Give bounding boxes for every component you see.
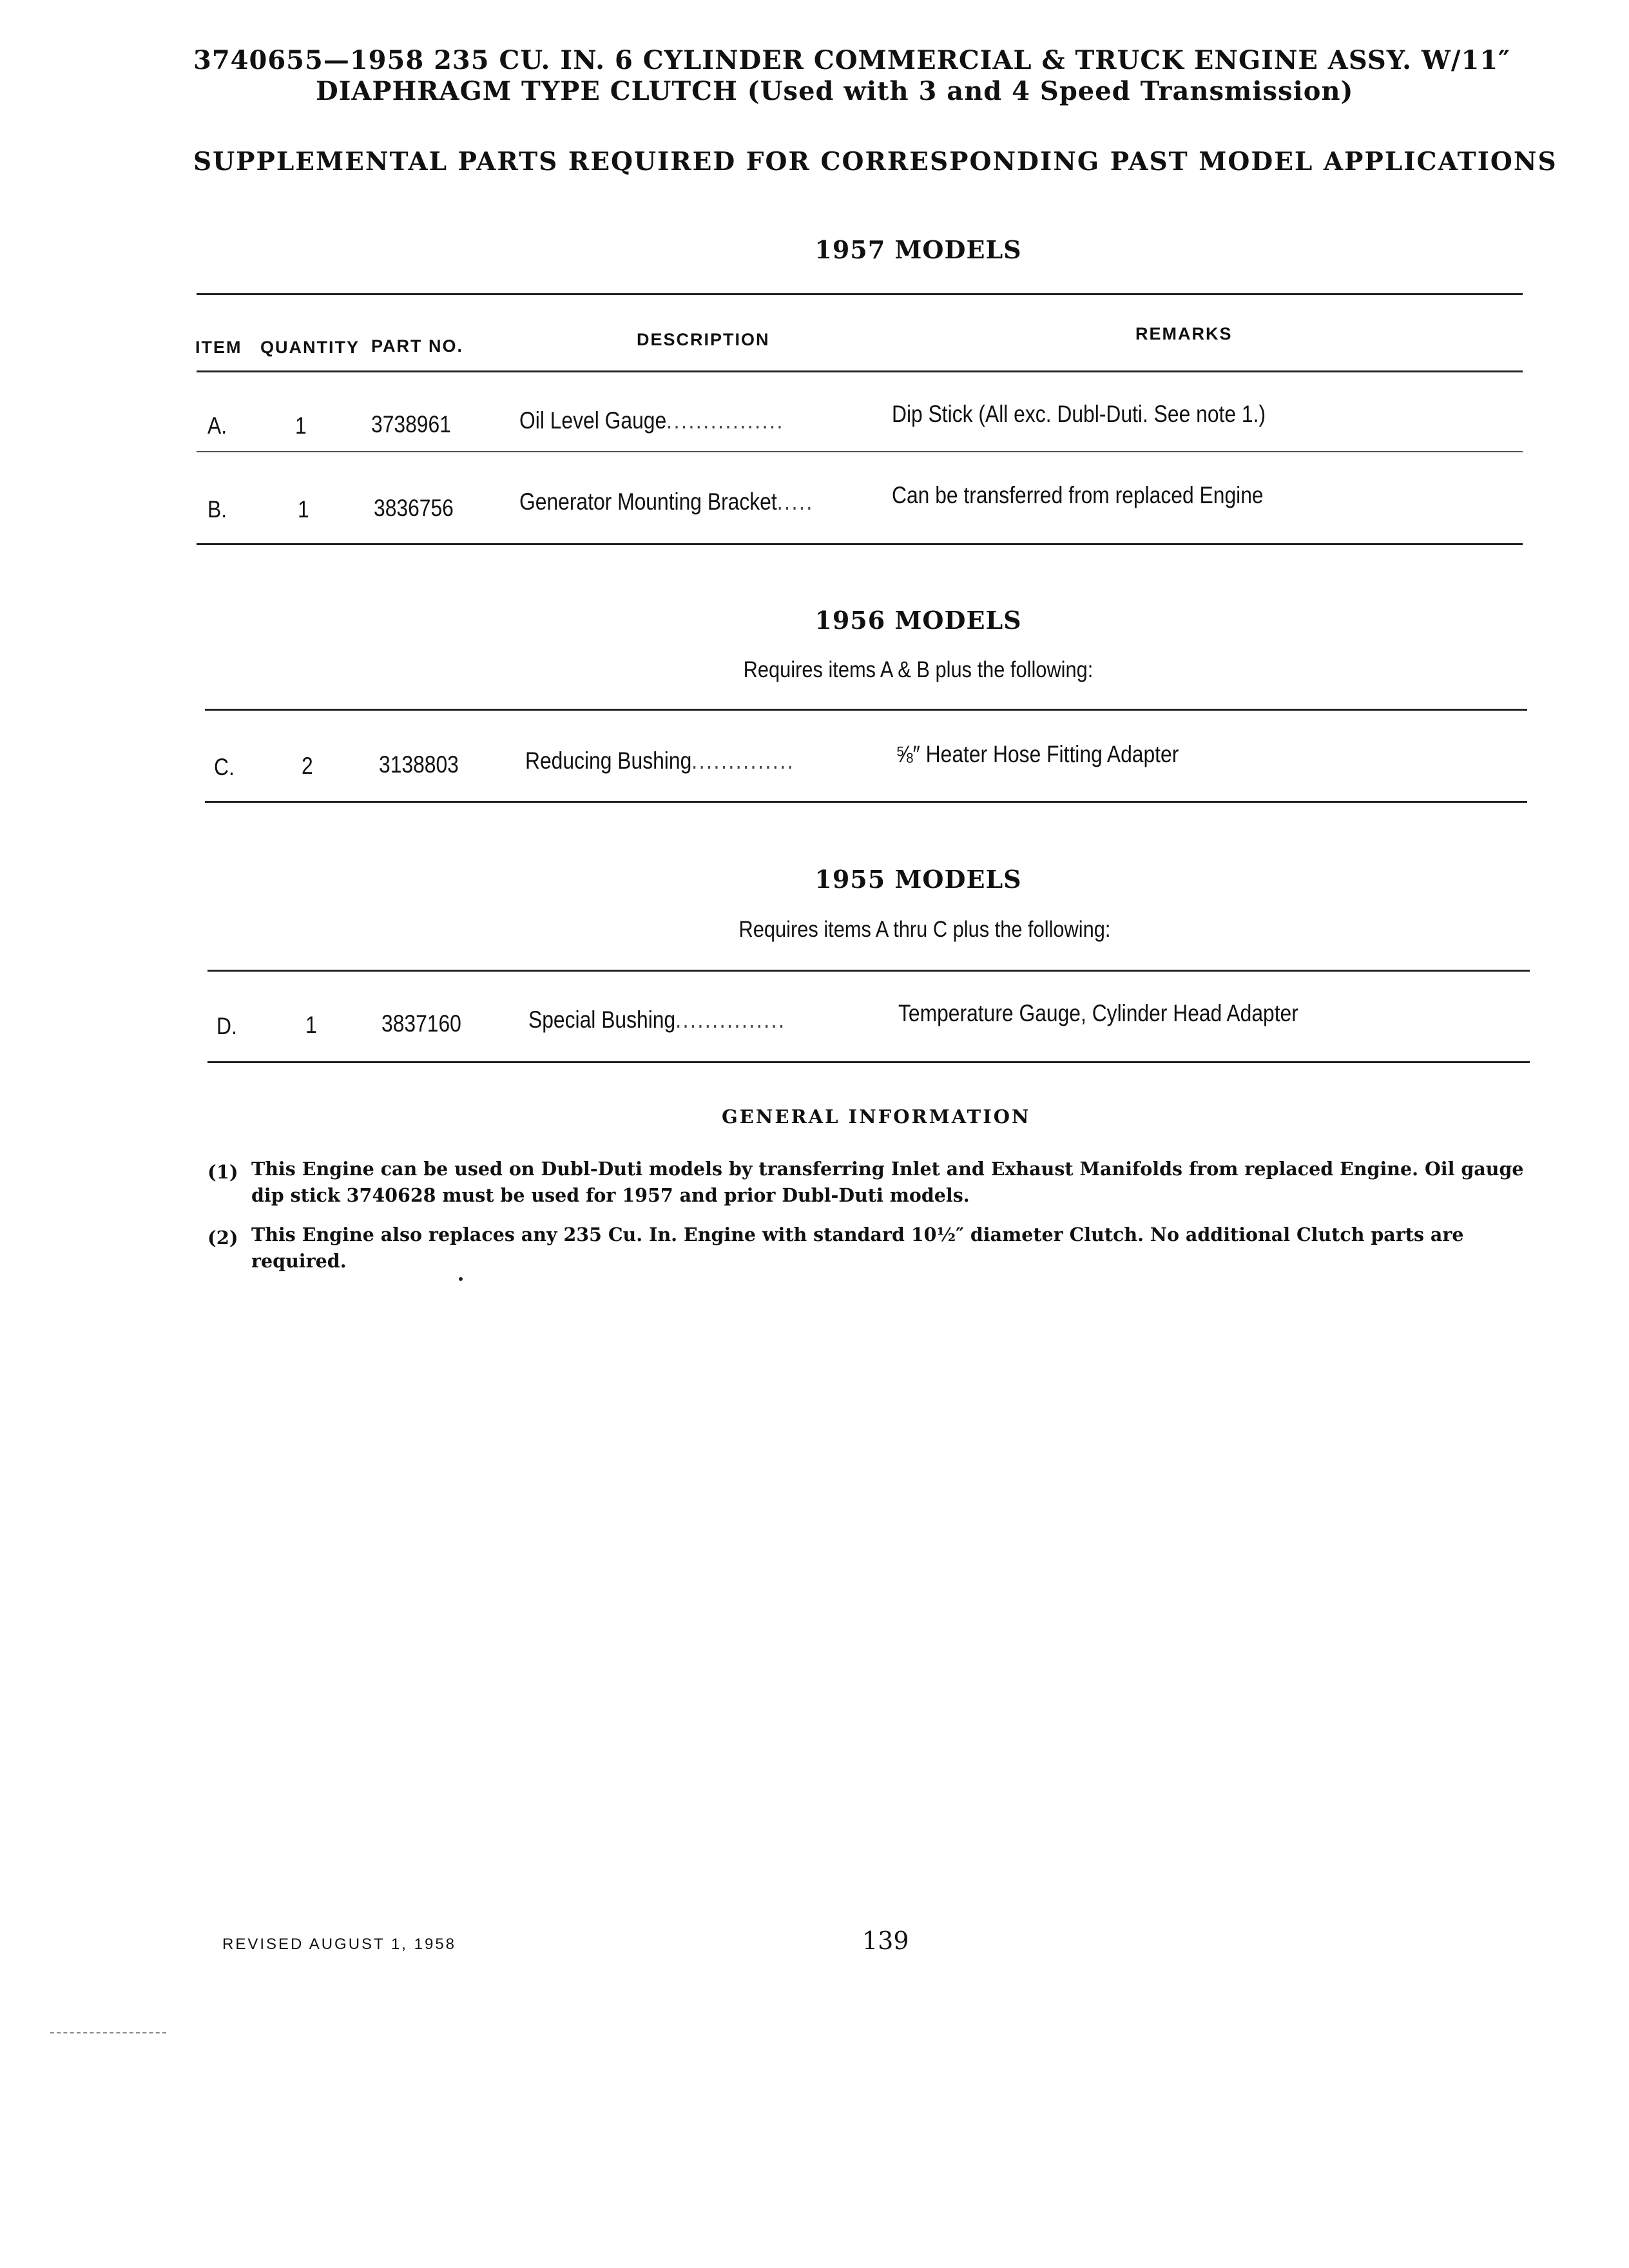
dot-leader: ................ (666, 407, 784, 434)
description: Reducing Bushing.............. (525, 747, 795, 774)
item-label: B. (207, 496, 227, 523)
requires-note-1956: Requires items A & B plus the following: (743, 657, 1094, 682)
section-top-rule (207, 970, 1530, 972)
revision-date: REVISED AUGUST 1, 1958 (222, 1936, 457, 1953)
part-number: 3738961 (371, 411, 451, 437)
scan-artifact-line (50, 2032, 166, 2033)
section-heading-1957: 1957 MODELS (815, 235, 1022, 264)
item-label: D. (217, 1013, 237, 1039)
quantity-value: 1 (295, 412, 307, 439)
remarks: Temperature Gauge, Cylinder Head Adapter (898, 1000, 1298, 1026)
remarks: Dip Stick (All exc. Dubl-Duti. See note 1.) (892, 401, 1266, 427)
stray-dot-mark (459, 1277, 463, 1281)
quantity-value: 1 (298, 496, 309, 523)
table-top-rule (197, 293, 1523, 295)
dot-leader: ..... (776, 488, 814, 515)
item-label: C. (214, 754, 235, 780)
part-number: 3836756 (374, 495, 454, 521)
column-header-part-no: PART NO. (371, 336, 463, 356)
general-information-heading: GENERAL INFORMATION (722, 1106, 1031, 1128)
note-number: (2) (207, 1227, 238, 1249)
section-bottom-rule (197, 543, 1523, 545)
section-bottom-rule (205, 801, 1527, 803)
dot-leader: ............... (675, 1006, 786, 1033)
quantity-value: 1 (305, 1012, 317, 1038)
column-header-description: DESCRIPTION (637, 330, 770, 349)
supplemental-heading: SUPPLEMENTAL PARTS REQUIRED FOR CORRESPONDING PAST MODEL APPLICATIONS (193, 147, 1557, 177)
section-heading-1956: 1956 MODELS (815, 606, 1022, 635)
description: Oil Level Gauge................ (519, 407, 784, 434)
document-title-line-1: 3740655—1958 235 CU. IN. 6 CYLINDER COMMERCIAL & TRUCK ENGINE ASSY. W/11″ (193, 45, 1511, 75)
header-rule (197, 370, 1523, 372)
requires-note-1955: Requires items A thru C plus the following: (738, 917, 1111, 942)
section-heading-1955: 1955 MODELS (815, 865, 1022, 894)
item-label: A. (207, 412, 227, 439)
part-number: 3138803 (379, 751, 459, 778)
document-title-line-2: DIAPHRAGM TYPE CLUTCH (Used with 3 and 4 Speed Transmission) (316, 76, 1354, 106)
column-header-remarks: REMARKS (1135, 324, 1233, 343)
column-header-quantity: QUANTITY (260, 338, 360, 357)
remarks: ⅝″ Heater Hose Fitting Adapter (896, 741, 1179, 767)
description: Special Bushing............... (528, 1006, 786, 1033)
section-bottom-rule (207, 1061, 1530, 1063)
note-number: (1) (207, 1161, 238, 1183)
dot-leader: .............. (691, 747, 795, 774)
row-rule (197, 451, 1523, 452)
page-number: 139 (862, 1927, 909, 1955)
remarks: Can be transferred from replaced Engine (892, 482, 1264, 508)
note-text: This Engine can be used on Dubl-Duti models by transferring Inlet and Exhaust Manifolds from replaced Engine. Oil gauge dip stick 3740628 must be used for 1957 and prior Dubl-Duti models. (251, 1158, 1524, 1206)
note-text: This Engine also replaces any 235 Cu. In. Engine with standard 10½″ diameter Clutch. No additional Clutch parts are required. (251, 1224, 1464, 1272)
section-top-rule (205, 709, 1527, 711)
quantity-value: 2 (302, 753, 313, 779)
part-number: 3837160 (381, 1010, 461, 1037)
description: Generator Mounting Bracket..... (519, 488, 814, 515)
column-header-item: ITEM (195, 338, 242, 357)
